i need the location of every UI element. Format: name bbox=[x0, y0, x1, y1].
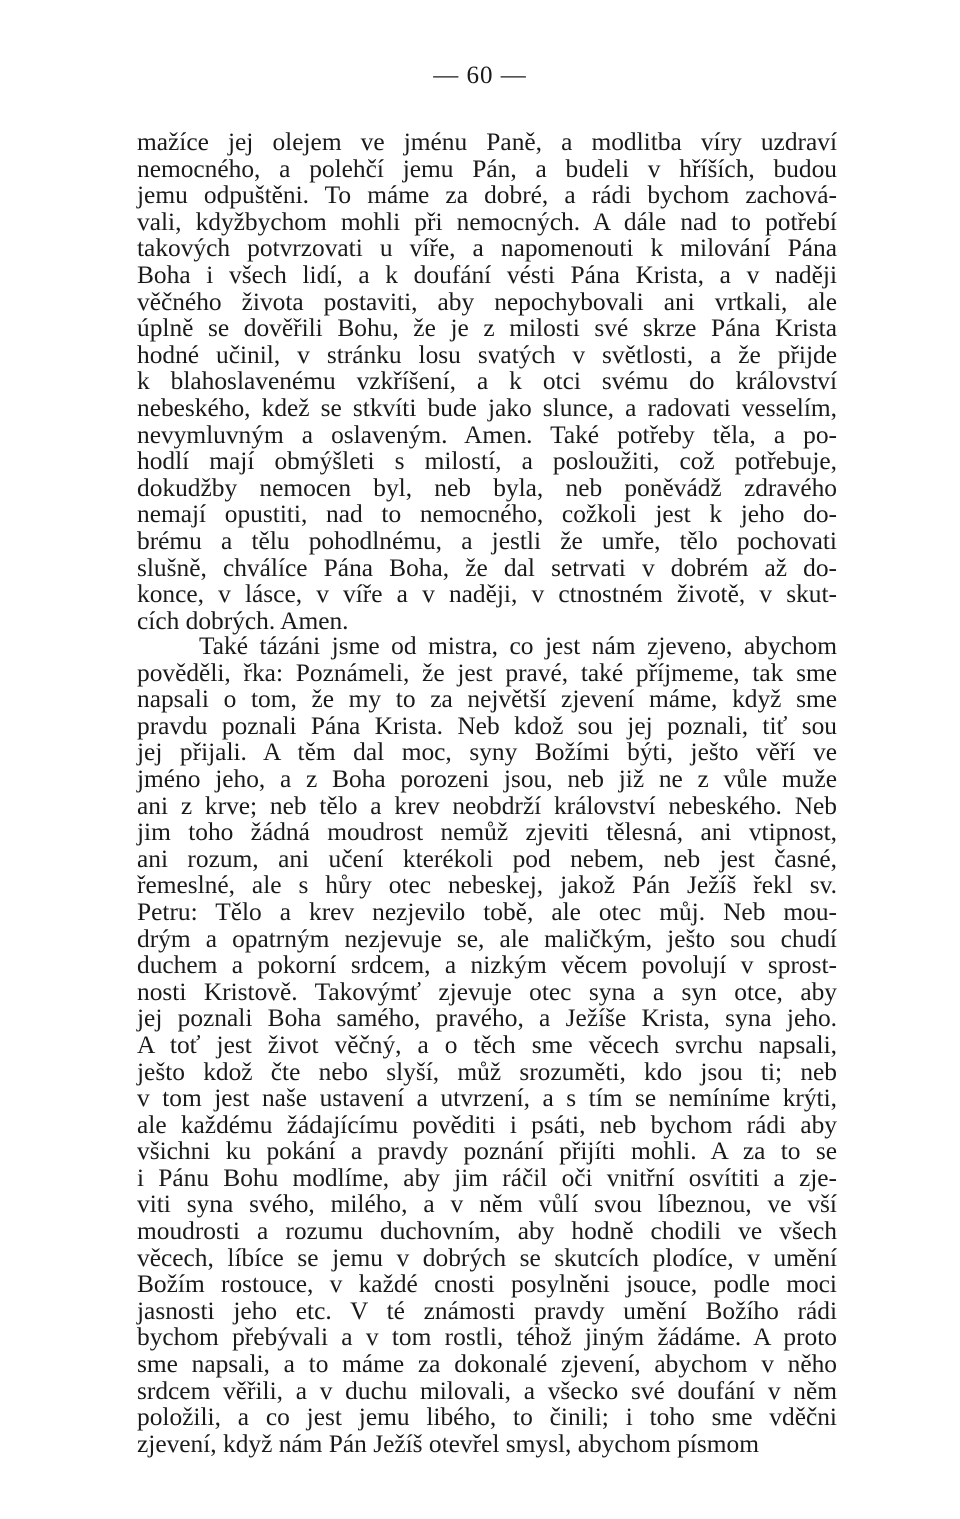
text-line: sme napsali, a to máme za dokonalé zjevení, abychom v něho bbox=[137, 1350, 837, 1379]
text-line: hodné učinil, v stránku losu svatých v světlosti, a že přijde bbox=[137, 340, 837, 369]
paragraph-1 bbox=[137, 129, 837, 634]
text-line: nemají opustiti, nad to nemocného, cožkoli jest k jeho do- bbox=[137, 500, 837, 529]
text-line: jej poznali Boha samého, pravého, a Ježíše Krista, syna jeho. bbox=[137, 1004, 837, 1033]
text-line: napsali o tom, že my to za největší zjevení máme, když sme bbox=[137, 685, 837, 714]
text-line: srdcem věřili, a v duchu milovali, a všecko své doufání v něm bbox=[137, 1376, 837, 1405]
text-line: ani z krve; neb tělo a krev neobdrží království nebeského. Neb bbox=[137, 791, 837, 820]
text-line: slušně, chválíce Pána Boha, že dal setrvati v dobrém až do- bbox=[137, 553, 837, 582]
text-line: vali, kdyžbychom mohli při nemocných. A dále nad to potřebí bbox=[137, 207, 837, 236]
text-line: nosti Kristově. Takovýmť zjevuje otec syna a syn otce, aby bbox=[137, 977, 837, 1006]
text-line: hodlí mají obmýšleti s milostí, a posloužiti, což potřebuje, bbox=[137, 447, 837, 476]
text-line: jej přijali. A těm dal moc, syny Božími býti, ješto věří ve bbox=[137, 738, 837, 767]
text-line: ale každému žádajícímu pověditi i psáti, neb bychom rádi aby bbox=[137, 1110, 837, 1139]
text-line: dokudžby nemocen byl, neb byla, neb poněvádž zdravého bbox=[137, 473, 837, 502]
text-line: Také tázáni jsme od mistra, co jest nám zjeveno, abychom bbox=[199, 632, 837, 660]
text-line: Boha i všech lidí, a k doufání vésti Pána Krista, a v naději bbox=[137, 260, 837, 289]
text-line: duchem a pokorní srdcem, a nizkým věcem povolují v sprost- bbox=[137, 951, 837, 980]
text-line: ješto kdož čte nebo slyší, můž srozuměti, kdo jsou ti; neb bbox=[137, 1057, 837, 1086]
text-line: nebeského, kdež se stkvíti bude jako slunce, a radovati vesselím, bbox=[137, 393, 837, 422]
text-line: bychom přebývali a v tom rostli, téhož jiným žádáme. A proto bbox=[137, 1323, 837, 1352]
text-line: Petru: Tělo a krev nezjevilo tobě, ale otec můj. Neb mou- bbox=[137, 897, 837, 926]
text-line: položili, a co jest jemu libého, to činili; i toho sme vděčni bbox=[137, 1403, 837, 1432]
text-line: úplně se dověřili Bohu, že je z milosti své skrze Pána Krista bbox=[137, 314, 837, 343]
text-line: Božím rostouce, v každé cnosti posylněni jsouce, podle moci bbox=[137, 1270, 837, 1299]
text-line: v tom jest naše ustavení a utvrzení, a s tím se nemíníme krýti, bbox=[137, 1084, 837, 1113]
text-line: nevymluvným a oslaveným. Amen. Také potřeby těla, a po- bbox=[137, 420, 837, 449]
text-line: ani rozum, ani učení kterékoli pod nebem, neb jest časné, bbox=[137, 844, 837, 873]
text-line: drým a opatrným nezjevuje se, ale maličkým, ještо sou chudí bbox=[137, 924, 837, 953]
text-line: věcech, líbíce se jemu v dobrých se skutcích plodíce, v umění bbox=[137, 1243, 837, 1272]
text-line: pravdu poznali Pána Krista. Neb kdož sou jej poznali, tiť sou bbox=[137, 711, 837, 740]
text-line: jim toho žádná moudrost nemůž zjeviti tělesná, ani vtipnost, bbox=[137, 818, 837, 847]
text-line: pověděli, řka: Poznámeli, že jest pravé, také příjmeme, tak sme bbox=[137, 658, 837, 687]
text-line: jméno jeho, a z Boha porozeni jsou, neb již ne z vůle muže bbox=[137, 764, 837, 793]
text-line: zjevení, když nám Pán Ježíš otevřel smysl, abychom písmom bbox=[137, 1429, 759, 1458]
text-line: jemu odpuštěni. To máme za dobré, a rádi bychom zachová- bbox=[137, 181, 837, 210]
text-line: konce, v lásce, v víře a v naději, v ctnostném životě, v skut- bbox=[137, 580, 837, 609]
text-line: takových potvrzovati u víře, a napomenouti k milování Pána bbox=[137, 234, 837, 263]
text-line: nemocného, a polehčí jemu Pán, a budeli v hříších, budou bbox=[137, 154, 837, 183]
text-line: mažíce jej olejem ve jménu Paně, a modlitba víry uzdraví bbox=[137, 128, 837, 156]
text-line: cích dobrých. Amen. bbox=[137, 606, 349, 635]
text-line: řemeslné, ale s hůry otec nebeskej, jakož Pán Ježíš řekl sv. bbox=[137, 871, 837, 900]
text-line: moudrosti a rozumu duchovním, aby hodně chodili ve všech bbox=[137, 1217, 837, 1246]
page-number: — 60 — bbox=[433, 62, 527, 89]
paragraph-2 bbox=[137, 633, 837, 1457]
text-line: i Pánu Bohu modlíme, aby jim ráčil oči vnitřní osvítiti a zje- bbox=[137, 1163, 837, 1192]
text-line: A toť jest život věčný, a o těch sme věcech svrchu napsali, bbox=[137, 1030, 837, 1059]
text-line: k blahoslavenému vzkříšení, a k otci svému do království bbox=[137, 367, 837, 396]
text-line: věčného života postaviti, aby nepochybovali ani vrtkali, ale bbox=[137, 287, 837, 316]
text-line: brému a tělu pohodlnému, a jestli že umře, tělo pochovati bbox=[137, 526, 837, 555]
text-line: všichni ku pokání a pravdy poznání přijíti mohli. A za to se bbox=[137, 1137, 837, 1166]
text-line: viti syna svého, milého, a v něm vůlí svou líbeznou, ve vší bbox=[137, 1190, 837, 1219]
text-line: jasnosti jeho etc. V té známosti pravdy umění Božího rádi bbox=[137, 1296, 837, 1325]
